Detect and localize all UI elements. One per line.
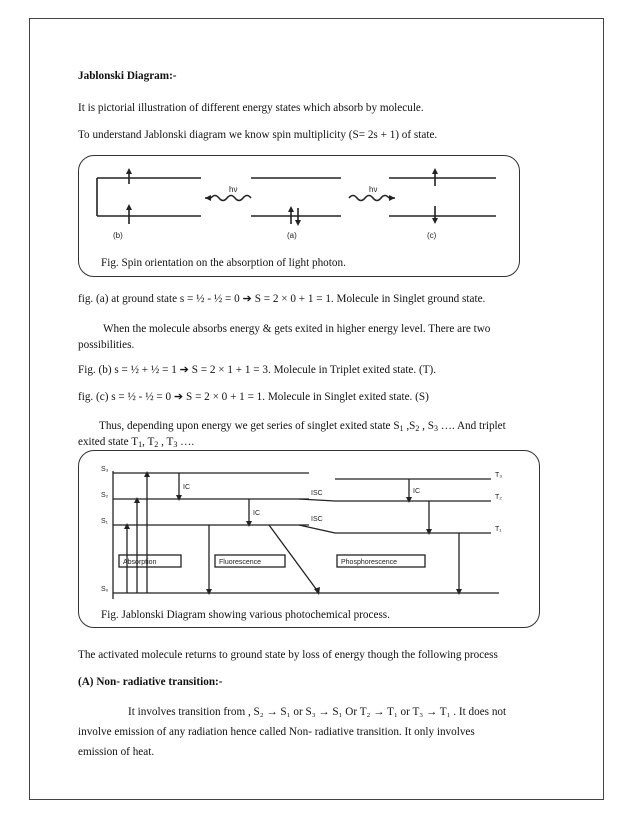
section-title: Jablonski Diagram:- (78, 70, 177, 82)
label-absorption: Absorption (123, 559, 157, 566)
label-s0: S₀ (101, 586, 109, 593)
label-t2: T₂ (495, 494, 502, 501)
label-isc-1: ISC (311, 490, 323, 497)
fig-b-line: Fig. (b) s = ½ + ½ = 1 ➔ S = 2 × 1 + 1 = 3. Molecule in Triplet exited state. (T). (78, 364, 437, 376)
label-hv-left: hν (229, 185, 238, 194)
label-fluorescence: Fluorescence (219, 559, 262, 566)
label-phosphorescence: Phosphorescence (341, 559, 398, 566)
label-isc-2: ISC (311, 516, 323, 523)
figure1-caption: Fig. Spin orientation on the absorption of light photon. (101, 257, 346, 269)
label-ic-1: IC (183, 484, 190, 491)
label-t3: T₃ (495, 472, 503, 479)
jablonski-diagram (99, 459, 509, 607)
label-hv-right: hν (369, 185, 378, 194)
non-radiative-line-3: emission of heat. (78, 746, 155, 758)
series-line-1: Thus, depending upon energy we get series of singlet exited state $S_1$ $,S_2$ , $S_3$ …. And triplet (99, 420, 506, 433)
label-b: (b) (113, 231, 123, 240)
label-c: (c) (427, 231, 437, 240)
fig-a-line: fig. (a) at ground state s = ½ - ½ = 0 ➔ S = 2 × 0 + 1 = 1. Molecule in Singlet ground state. (78, 293, 486, 305)
absorb-line-1: When the molecule absorbs energy & gets exited in higher energy level. There are two (103, 323, 491, 335)
label-s3: S₃ (101, 466, 109, 473)
label-s2: S₂ (101, 492, 109, 499)
figure-jablonski (78, 450, 540, 628)
fig-c-line: fig. (c) s = ½ - ½ = 0 ➔ S = 2 × 0 + 1 = 1. Molecule in Singlet exited state. (S) (78, 391, 429, 403)
series-line-2: exited state $T_1$, $T_2$ , $T_3$ …. (78, 436, 195, 449)
label-a: (a) (287, 231, 297, 240)
section-a-title: (A) Non- radiative transition:- (78, 676, 223, 688)
process-line: The activated molecule returns to ground state by loss of energy though the following process (78, 649, 498, 661)
non-radiative-line-2: involve emission of any radiation hence called Non- radiative transition. It only involves (78, 726, 475, 738)
intro-line-2: To understand Jablonski diagram we know spin multiplicity (S= 2s + 1) of state. (78, 129, 438, 141)
intro-line-1: It is pictorial illustration of different energy states which absorb by molecule. (78, 102, 424, 114)
figure2-caption: Fig. Jablonski Diagram showing various photochemical process. (101, 609, 390, 621)
spin-orientation-diagram (91, 164, 509, 248)
figure-spin-orientation (78, 155, 520, 277)
non-radiative-line-1: It involves transition from , S₂ → S₁ or S₃ → S₁ Or T₂ → T₁ or T₃ → T₁ . It does not (128, 706, 507, 718)
label-t1: T₁ (495, 526, 502, 533)
label-s1: S₁ (101, 518, 109, 525)
absorb-line-2: possibilities. (78, 339, 135, 351)
label-ic-3: IC (413, 488, 420, 495)
label-ic-2: IC (253, 510, 260, 517)
